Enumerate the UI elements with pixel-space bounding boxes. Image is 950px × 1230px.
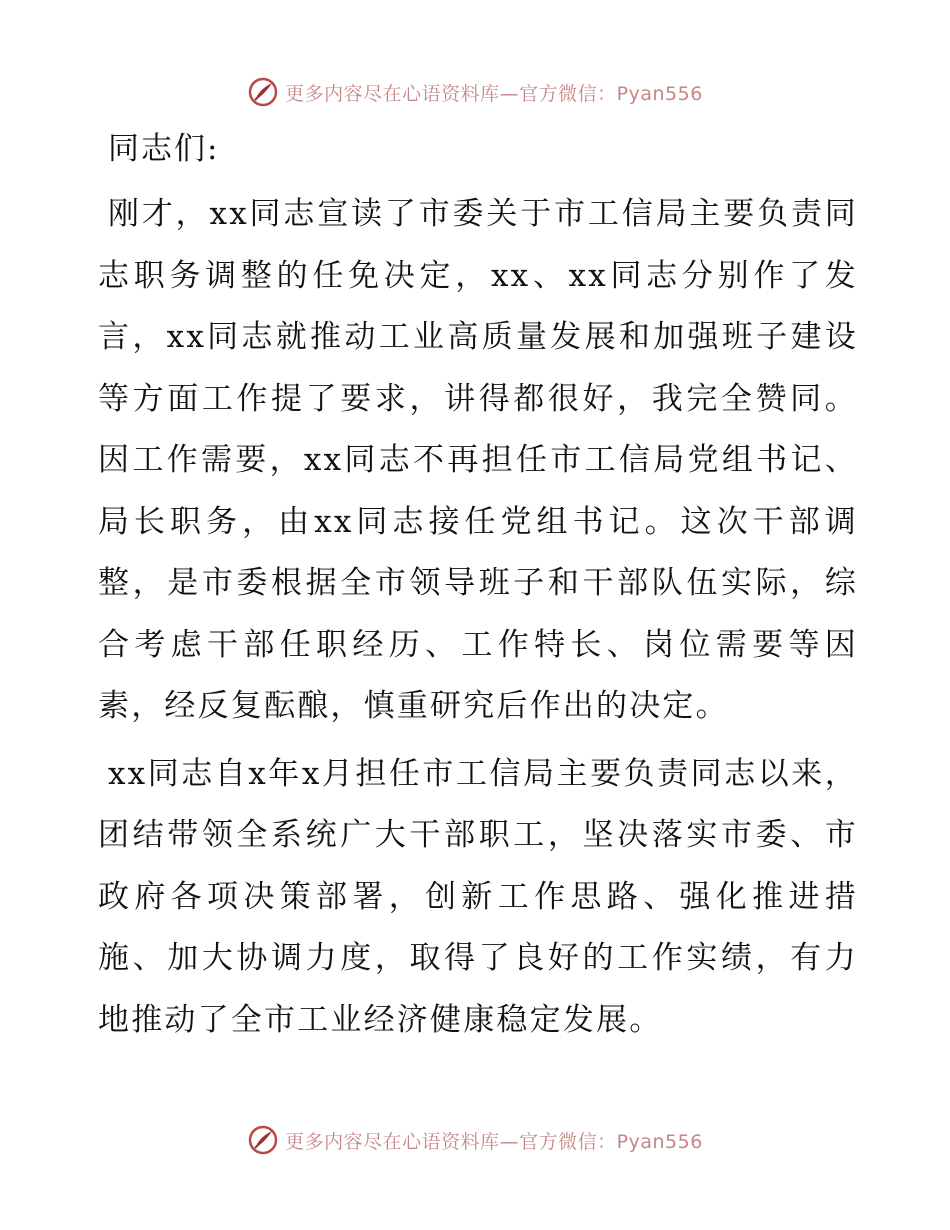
paragraph-1: 刚才，xx同志宣读了市委关于市工信局主要负责同志职务调整的任免决定，xx、xx同志分别作了发言，xx同志就推动工业高质量发展和加强班子建设等方面工作提了要求，讲得都很好，我完全赞同。因工作需要，xx同志不再担任市工信局党组书记、局长职务，由xx同志接任党组书记。这次干部调整，是市委根据全市领导班子和干部队伍实际，综合考虑干部任职经历、工作特长、岗位需要等因素，经反复酝酿，慎重研究后作出的决定。 [98, 196, 858, 724]
header-watermark [0, 70, 950, 114]
footer-watermark [0, 1118, 950, 1162]
document-body [98, 120, 858, 1057]
salutation: 同志们: [108, 131, 220, 167]
feather-logo-icon [247, 76, 279, 108]
paragraph-2: xx同志自x年x月担任市工信局主要负责同志以来，团结带领全系统广大干部职工，坚决落实市委、市政府各项决策部署，创新工作思路、强化推进措施、加大协调力度，取得了良好的工作实绩，有力地推动了全市工业经济健康稳定发展。 [98, 755, 858, 1038]
feather-logo-icon [247, 1124, 279, 1156]
watermark-text: 更多内容尽在心语资料库—官方微信：Pyan556 [285, 82, 703, 105]
watermark-text: 更多内容尽在心语资料库—官方微信：Pyan556 [285, 1130, 703, 1153]
